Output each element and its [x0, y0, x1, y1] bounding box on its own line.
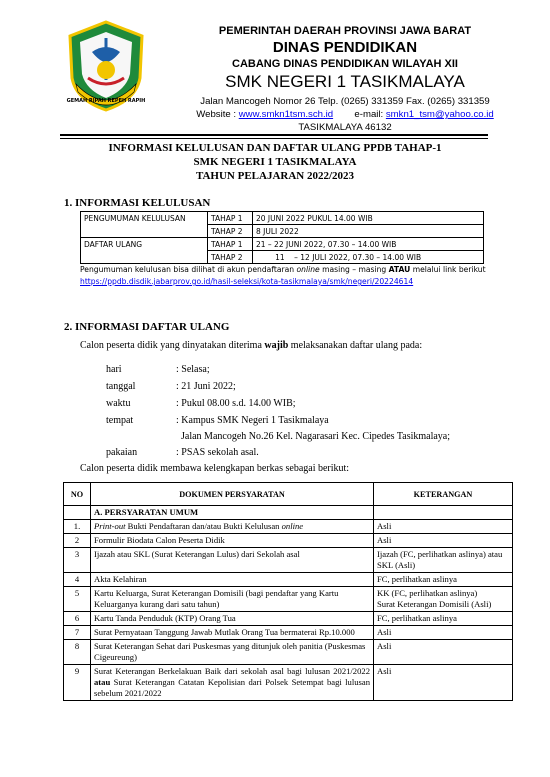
schedule-label [81, 251, 208, 264]
table-row [81, 238, 484, 251]
letterhead-contacts [150, 109, 540, 120]
row-document: Ijazah atau SKL (Surat Keterangan Lulus) dari Sekolah asal [91, 548, 374, 573]
table-row [81, 225, 484, 238]
row-remarks: Asli [374, 626, 513, 640]
document-title: INFORMASI KELULUSAN DAN DAFTAR ULANG PPDB TAHAP-1 [108, 142, 442, 154]
note-italic: online [296, 265, 320, 274]
schedule-value: 8 JULI 2022 [253, 225, 484, 238]
note-bold: ATAU [388, 265, 411, 274]
schedule-key-date: tanggal [106, 381, 136, 392]
note-text: Pengumuman kelulusan bisa dilihat di akun pendaftaran [80, 265, 297, 274]
row-remarks: Asli [374, 520, 513, 534]
header-remarks: KETERANGAN [374, 483, 513, 506]
row-remarks: FC, perlihatkan aslinya [374, 573, 513, 587]
schedule-value-attire: : PSAS sekolah asal. [176, 447, 259, 458]
doc-text: Surat Keterangan Berkelakuan Baik dari sekolah asal bagi lulusan 2021/2022 [94, 666, 370, 676]
row-document: Kartu Keluarga, Surat Keterangan Domisili (bagi pendaftar yang Kartu Keluarganya kurang dari satu tahun) [91, 587, 374, 612]
subheading-general-requirements: A. PERSYARATAN UMUM [91, 506, 374, 520]
schedule-stage: TAHAP 1 [208, 238, 253, 251]
schedule-label: PENGUMUMAN KELULUSAN [81, 212, 208, 225]
row-document [91, 665, 374, 701]
remarks-line: KK (FC, perlihatkan aslinya) [377, 588, 478, 598]
table-row [81, 251, 484, 264]
subheading-ket-cell [374, 506, 513, 520]
schedule-value-place: : Kampus SMK Negeri 1 Tasikmalaya [176, 415, 329, 426]
row-document: Surat Pernyataan Tanggung Jawab Mutlak Orang Tua bermaterai Rp.10.000 [91, 626, 374, 640]
row-remarks: Ijazah (FC, perlihatkan aslinya) atau SKL (Asli) [374, 548, 513, 573]
intro-text: melaksanakan daftar ulang pada: [288, 340, 423, 351]
letterhead-department: DINAS PENDIDIKAN [272, 39, 418, 56]
west-java-emblem-logo [62, 18, 150, 114]
schedule-key-attire: pakaian [106, 447, 138, 458]
schedule-value: 11 – 12 JULI 2022, 07.30 – 14.00 WIB [253, 251, 484, 264]
documents-intro: Calon peserta didik membawa kelengkapan berkas sebagai berikut: [80, 463, 350, 474]
table-row [64, 548, 513, 573]
row-no: 3 [64, 548, 91, 573]
letterhead-divider-thin [60, 138, 488, 139]
table-row [64, 573, 513, 587]
letterhead-divider-thick [60, 134, 488, 136]
schedule-value-date: : 21 Juni 2022; [176, 381, 236, 392]
website-link[interactable]: www.smkn1tsm.sch.id [238, 109, 334, 120]
row-no: 8 [64, 640, 91, 665]
graduation-announcement-note [80, 264, 500, 288]
row-remarks: FC, perlihatkan aslinya [374, 612, 513, 626]
table-row [64, 626, 513, 640]
note-text: melalui link berikut [410, 265, 486, 274]
document-subtitle-school: SMK NEGERI 1 TASIKMALAYA [193, 156, 357, 168]
table-row [64, 506, 513, 520]
row-no: 2 [64, 534, 91, 548]
row-remarks: Asli [374, 534, 513, 548]
logo-motto: GEMAH RIPAH REPEH RAPIH [66, 98, 146, 104]
website-label: Website : [196, 109, 239, 120]
table-row [64, 665, 513, 701]
ppdb-result-link[interactable]: https://ppdb.disdik.jabarprov.go.id/hasil-seleksi/kota-tasikmalaya/smk/negeri/20224614 [80, 277, 414, 286]
row-no: 7 [64, 626, 91, 640]
letterhead-government: PEMERINTAH DAERAH PROVINSI JAWA BARAT [218, 25, 472, 37]
doc-italic: online [281, 521, 304, 531]
schedule-key-day: hari [106, 364, 122, 375]
row-document: Surat Keterangan Sehat dari Puskesmas yang ditunjuk oleh panitia (Puskesmas Cigeureung) [91, 640, 374, 665]
section-1-heading: 1. INFORMASI KELULUSAN [64, 197, 211, 209]
doc-bold: atau [94, 677, 111, 687]
row-no: 5 [64, 587, 91, 612]
schedule-key-time: waktu [106, 398, 131, 409]
schedule-stage: TAHAP 1 [208, 212, 253, 225]
row-no: 9 [64, 665, 91, 701]
row-document [91, 520, 374, 534]
schedule-label: DAFTAR ULANG [81, 238, 208, 251]
row-remarks [374, 587, 513, 612]
table-row [64, 612, 513, 626]
doc-text: Bukti Pendaftaran dan/atau Bukti Kelulusan [125, 521, 282, 531]
row-no: 6 [64, 612, 91, 626]
letterhead-address: Jalan Mancogeh Nomor 26 Telp. (0265) 331359 Fax. (0265) 331359 [200, 96, 490, 107]
email-label: e-mail: [354, 109, 386, 120]
row-document: Akta Kelahiran [91, 573, 374, 587]
section-2-heading: 2. INFORMASI DAFTAR ULANG [64, 321, 230, 333]
row-no: 4 [64, 573, 91, 587]
subheading-no-cell [64, 506, 91, 520]
table-row [64, 534, 513, 548]
schedule-stage: TAHAP 2 [208, 225, 253, 238]
table-row [64, 520, 513, 534]
schedule-label [81, 225, 208, 238]
table-row [64, 640, 513, 665]
header-no: NO [64, 483, 91, 506]
schedule-value-address: Jalan Mancogeh No.26 Kel. Nagarasari Kec. Cipedes Tasikmalaya; [176, 431, 451, 442]
schedule-key-place: tempat [106, 415, 134, 426]
document-subtitle-year: TAHUN PELAJARAN 2022/2023 [195, 170, 355, 182]
header-document: DOKUMEN PERSYARATAN [91, 483, 374, 506]
row-document: Kartu Tanda Penduduk (KTP) Orang Tua [91, 612, 374, 626]
graduation-schedule-table [80, 211, 484, 264]
email-link[interactable]: smkn1_tsm@yahoo.co.id [385, 109, 494, 120]
schedule-stage: TAHAP 2 [208, 251, 253, 264]
letterhead-school-name: SMK NEGERI 1 TASIKMALAYA [225, 72, 465, 91]
intro-text: Calon peserta didik yang dinyatakan diterima [80, 340, 265, 351]
schedule-value: 20 JUNI 2022 PUKUL 14.00 WIB [253, 212, 484, 225]
doc-text: Surat Keterangan Catatan Kepolisian dari Polsek Setempat bagi lulusan sebelum 2021/2022 [94, 677, 370, 698]
row-remarks: Asli [374, 640, 513, 665]
table-row [64, 587, 513, 612]
row-no: 1. [64, 520, 91, 534]
intro-bold: wajib [264, 340, 289, 351]
schedule-value-time: : Pukul 08.00 s.d. 14.00 WIB; [176, 398, 296, 409]
table-header-row [64, 483, 513, 506]
table-row [81, 212, 484, 225]
doc-italic: Print-out [94, 521, 126, 531]
schedule-value: 21 – 22 JUNI 2022, 07.30 – 14.00 WIB [253, 238, 484, 251]
note-text: masing – masing [319, 265, 389, 274]
row-remarks: Asli [374, 665, 513, 701]
requirements-table [63, 482, 513, 701]
letterhead-city: TASIKMALAYA 46132 [298, 122, 392, 133]
row-document: Formulir Biodata Calon Peserta Didik [91, 534, 374, 548]
schedule-value-day: : Selasa; [176, 364, 210, 375]
remarks-line: Surat Keterangan Domisili (Asli) [377, 599, 492, 609]
letterhead-branch: CABANG DINAS PENDIDIKAN WILAYAH XII [232, 58, 458, 70]
re-registration-intro [80, 340, 422, 351]
